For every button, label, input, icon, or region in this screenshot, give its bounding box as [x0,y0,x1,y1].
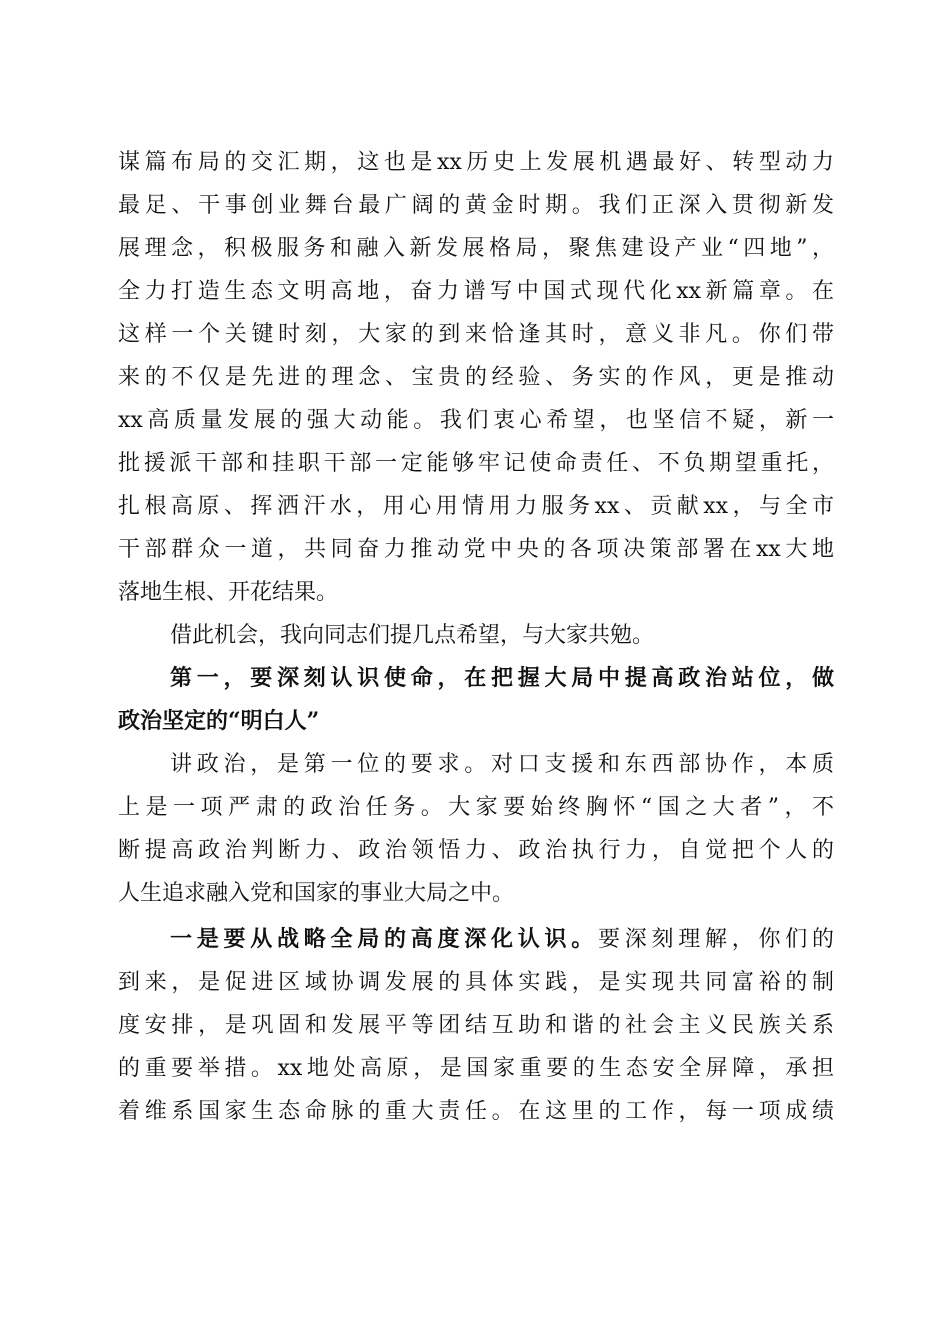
heading-line: 第一，要深刻认识使命，在把握大局中提高政治站位，做 [170,665,834,691]
text-line: 断提高政治判断力、政治领悟力、政治执行力，自觉把个人的 [118,838,834,863]
paragraph-politics [118,743,834,915]
text-line: 着维系国家生态命脉的重大责任。在这里的工作，每一项成绩 [118,1099,834,1124]
text-line: 人生追求融入党和国家的事业大局之中。 [118,881,515,906]
text-line: 度安排，是巩固和发展平等团结互助和谐的社会主义民族关系 [118,1013,834,1038]
text-line: 批援派干部和挂职干部一定能够牢记使命责任、不负期望重托， [118,451,834,476]
paragraph-hopes-intro [118,614,834,657]
section-heading-first [118,657,834,743]
paragraph-strategic-view [118,918,834,1133]
text-line: 上是一项严肃的政治任务。大家要始终胸怀“国之大者”，不 [118,795,834,820]
text-line: 到来，是促进区域协调发展的具体实践，是实现共同富裕的制 [118,970,834,995]
subpoint-text: 要深刻理解，你们的 [597,927,834,952]
text-line: 落地生根、开花结果。 [118,580,339,605]
text-line: 这样一个关键时刻，大家的到来恰逢其时，意义非凡。你们带 [118,322,834,347]
text-line: 谋篇布局的交汇期，这也是xx历史上发展机遇最好、转型动力 [118,150,834,175]
text-line: 展理念，积极服务和融入新发展格局，聚焦建设产业“四地”， [118,236,834,261]
text-line: xx高质量发展的强大动能。我们衷心希望，也坚信不疑，新一 [118,408,834,433]
paragraph-intro-continuation [118,141,834,614]
document-body [118,141,834,1133]
subpoint-lead: 一是要从战略全局的高度深化认识。 [170,926,598,952]
text-line: 来的不仅是先进的理念、宝贵的经验、务实的作风，更是推动 [118,365,834,390]
text-line: 干部群众一道，共同奋力推动党中央的各项决策部署在xx大地 [118,537,834,562]
text-line: 讲政治，是第一位的要求。对口支援和东西部协作，本质 [170,752,834,777]
text-line: 全力打造生态文明高地，奋力谱写中国式现代化xx新篇章。在 [118,279,834,304]
text-line: 最足、干事创业舞台最广阔的黄金时期。我们正深入贯彻新发 [118,193,834,218]
heading-line: 政治坚定的“明白人” [118,708,320,734]
text-line: 的重要举措。xx地处高原，是国家重要的生态安全屏障，承担 [118,1056,834,1081]
text-line: 扎根高原、挥洒汗水，用心用情用力服务xx、贡献xx，与全市 [118,494,834,519]
text-line [118,918,834,961]
text-line: 借此机会，我向同志们提几点希望，与大家共勉。 [170,623,655,648]
